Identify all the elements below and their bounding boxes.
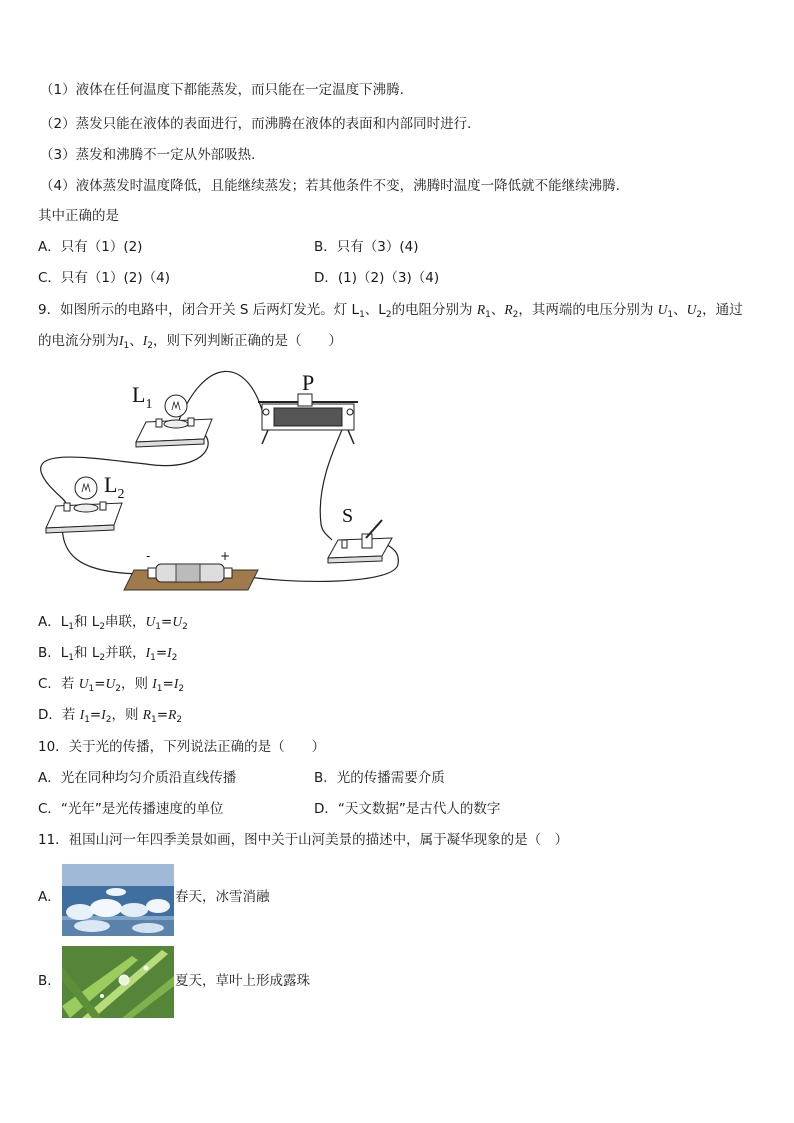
q8-option-d: D．(1)（2)（3)（4) — [314, 270, 440, 286]
q8-statement-4: （4）液体蒸发时温度降低，且能继续蒸发；若其他条件不变，沸腾时温度一降低就不能继续沸腾． — [40, 178, 630, 194]
switch-s — [328, 520, 392, 563]
q9-option-a: A．$L_1$和 $L_2$串联，$U_1=U_2$ — [38, 614, 188, 632]
q11-option-a-label: A． — [38, 889, 61, 905]
q9-stem-line-1: 9．如图所示的电路中，闭合开关 S 后两灯发光。灯 $L_1$、$L_2$的电阻分别为 $R_1$、$R_2$，其两端的电压分别为 $U_1$、$U_2$，通过 — [38, 302, 743, 320]
label-s: S — [342, 505, 354, 527]
q9-stem-line-2: 的电流分别为$I_1$、$I_2$，则下列判断正确的是（ ） — [38, 333, 342, 351]
q11-option-a-text: 春天，冰雪消融 — [175, 889, 270, 905]
wire-l1-to-rheostat — [179, 371, 262, 420]
rheostat — [258, 394, 358, 444]
label-l1: $L_1$ — [132, 382, 153, 412]
q10-stem: 10．关于光的传播，下列说法正确的是（ ） — [38, 739, 326, 755]
q10-option-a: A．光在同种均匀介质沿直线传播 — [38, 770, 237, 786]
battery-minus-label: - — [146, 549, 151, 563]
q9-option-d: D．若 $I_1=I_2$，则 $R_1=R_2$ — [38, 707, 183, 725]
q10-option-b: B．光的传播需要介质 — [314, 770, 445, 786]
q8-option-b: B．只有（3）(4) — [314, 239, 419, 255]
q8-stem: 其中正确的是 — [38, 208, 119, 224]
dew-on-grass-image — [62, 946, 174, 1018]
label-p: P — [302, 370, 315, 395]
q10-option-c: C．“光年”是光传播速度的单位 — [38, 801, 224, 817]
q8-statement-1: （1）液体在任何温度下都能蒸发，而只能在一定温度下沸腾． — [40, 82, 414, 98]
ice-melting-image — [62, 864, 174, 936]
q9-option-b: B．$L_1$和 $L_2$并联，$I_1=I_2$ — [38, 645, 178, 663]
q8-statement-2: （2）蒸发只能在液体的表面进行，而沸腾在液体的表面和内部同时进行． — [40, 116, 481, 132]
circuit-diagram — [36, 364, 416, 596]
q8-option-a: A．只有（1）(2) — [38, 239, 143, 255]
q10-option-d: D．“天文数据”是古代人的数字 — [314, 801, 501, 817]
label-l2: $L_2$ — [104, 472, 125, 502]
q11-option-b-label: B． — [38, 973, 61, 989]
battery — [124, 564, 258, 590]
q8-statement-3: （3）蒸发和沸腾不一定从外部吸热． — [40, 147, 265, 163]
q11-stem: 11．祖国山河一年四季美景如画，图中关于山河美景的描述中，属于凝华现象的是（ ） — [38, 832, 569, 848]
q8-option-c: C．只有（1）(2)（4) — [38, 270, 170, 286]
q11-option-b-text: 夏天，草叶上形成露珠 — [175, 973, 310, 989]
q9-option-c: C．若 $U_1=U_2$，则 $I_1=I_2$ — [38, 676, 185, 694]
battery-plus-label: + — [220, 549, 231, 563]
